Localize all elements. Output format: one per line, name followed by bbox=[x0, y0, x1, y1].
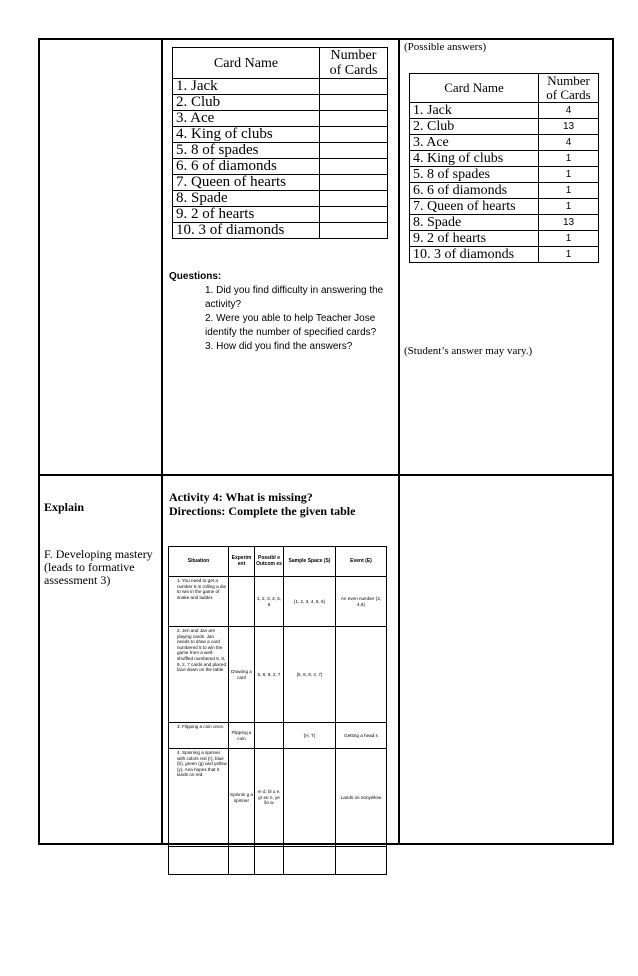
experiment-header: Experim ent bbox=[229, 547, 255, 577]
answer-number-header: Number of Cards bbox=[539, 74, 599, 103]
answer-card-row bbox=[410, 199, 599, 215]
situation-header: Situation bbox=[169, 547, 229, 577]
card-count-blank-cell bbox=[320, 127, 388, 143]
card-count-blank-cell bbox=[320, 95, 388, 111]
card-name-cell: 3. Ace bbox=[410, 135, 539, 151]
questions-title: Questions: bbox=[169, 271, 222, 282]
card-name-header: Card Name bbox=[173, 48, 320, 79]
experiment-cell: Flipping a coin bbox=[229, 723, 255, 749]
card-name-cell: 9. 2 of hearts bbox=[173, 207, 320, 223]
column-divider-left bbox=[161, 38, 163, 845]
answer-card-row bbox=[410, 151, 599, 167]
event-cell: Getting a head s bbox=[336, 723, 387, 749]
question-item: 1. Did you find difficulty in answering the activity? bbox=[205, 285, 384, 310]
activity-directions: Directions: Complete the given table bbox=[169, 504, 356, 518]
event-cell: Lands on nonyellow bbox=[336, 749, 387, 847]
card-count-cell: 1 bbox=[539, 183, 599, 199]
answer-card-row bbox=[410, 247, 599, 263]
answer-card-row bbox=[410, 215, 599, 231]
card-count-blank-cell bbox=[320, 143, 388, 159]
activity-row bbox=[169, 723, 387, 749]
outcomes-cell bbox=[255, 847, 284, 875]
outcomes-cell bbox=[255, 723, 284, 749]
answer-card-row bbox=[410, 103, 599, 119]
card-name-cell: 5. 8 of spades bbox=[173, 143, 320, 159]
situation-cell: 1. You need to get a number 6 in rolling a die to win in the game of snake and ladder. bbox=[169, 577, 229, 627]
answer-card-table bbox=[409, 73, 599, 263]
card-name-cell: 7. Queen of hearts bbox=[173, 175, 320, 191]
sample-space-cell: {1, 2, 3, 4, 5, 6} bbox=[284, 577, 336, 627]
card-name-cell: 4. King of clubs bbox=[173, 127, 320, 143]
card-name-cell: 7. Queen of hearts bbox=[410, 199, 539, 215]
activity-heading bbox=[169, 490, 355, 518]
event-header: Event (E) bbox=[336, 547, 387, 577]
blank-card-row bbox=[173, 159, 388, 175]
card-name-cell: 10. 3 of diamonds bbox=[410, 247, 539, 263]
card-name-cell: 4. King of clubs bbox=[410, 151, 539, 167]
card-count-cell: 4 bbox=[539, 103, 599, 119]
event-cell: An even number {2, 4,6} bbox=[336, 577, 387, 627]
activity-table bbox=[168, 546, 387, 875]
card-name-cell: 2. Club bbox=[173, 95, 320, 111]
card-name-cell: 8. Spade bbox=[173, 191, 320, 207]
card-count-cell: 1 bbox=[539, 231, 599, 247]
card-name-cell: 6. 6 of diamonds bbox=[173, 159, 320, 175]
card-name-cell: 3. Ace bbox=[173, 111, 320, 127]
card-name-cell: 6. 6 of diamonds bbox=[410, 183, 539, 199]
blank-card-row bbox=[173, 95, 388, 111]
answer-card-name-header: Card Name bbox=[410, 74, 539, 103]
card-count-blank-cell bbox=[320, 79, 388, 95]
sample-space-cell bbox=[284, 749, 336, 847]
card-count-blank-cell bbox=[320, 191, 388, 207]
event-cell bbox=[336, 627, 387, 723]
card-count-cell: 4 bbox=[539, 135, 599, 151]
event-cell bbox=[336, 847, 387, 875]
card-count-blank-cell bbox=[320, 175, 388, 191]
outcomes-header: Possibl e Outcom es bbox=[255, 547, 284, 577]
question-item: 2. Were you able to help Teacher Jose identify the number of specified cards? bbox=[205, 313, 377, 338]
question-item: 3. How did you find the answers? bbox=[205, 341, 353, 352]
column-divider-right bbox=[398, 38, 400, 845]
blank-card-row bbox=[173, 143, 388, 159]
blank-card-row bbox=[173, 79, 388, 95]
activity-title: Activity 4: What is missing? bbox=[169, 490, 313, 504]
blank-card-row bbox=[173, 207, 388, 223]
explain-label: Explain bbox=[44, 500, 85, 514]
card-count-cell: 13 bbox=[539, 215, 599, 231]
outcomes-cell: 5, 8, 9, 2, 7 bbox=[255, 627, 284, 723]
card-count-blank-cell bbox=[320, 111, 388, 127]
experiment-cell: Spinnin g a spinner bbox=[229, 749, 255, 847]
outcomes-cell: re d, bl u e, gr ee n, ye llo w bbox=[255, 749, 284, 847]
answer-card-row bbox=[410, 135, 599, 151]
situation-cell: 3. Flipping a coin once. bbox=[169, 723, 229, 749]
card-name-cell: 2. Club bbox=[410, 119, 539, 135]
blank-card-row bbox=[173, 223, 388, 239]
card-count-blank-cell bbox=[320, 207, 388, 223]
card-name-cell: 9. 2 of hearts bbox=[410, 231, 539, 247]
card-name-cell: 1. Jack bbox=[173, 79, 320, 95]
outcomes-cell: 1, 2, 3, 4, 5, 6 bbox=[255, 577, 284, 627]
card-count-blank-cell bbox=[320, 159, 388, 175]
experiment-cell bbox=[229, 847, 255, 875]
situation-cell: 2. Jen and Jan are playing cards. Jan needs to draw a card numbered 5 to win the game from a well-shuffled numbered 5, 8, 9, 2, 7 cards and placed face down on the table. bbox=[169, 627, 229, 723]
experiment-cell: Drawing a card bbox=[229, 627, 255, 723]
answer-card-row bbox=[410, 119, 599, 135]
answer-card-row bbox=[410, 167, 599, 183]
answer-card-row bbox=[410, 231, 599, 247]
developing-mastery-label: F. Developing mastery (leads to formative assessment 3) bbox=[44, 547, 153, 587]
possible-answers-label: (Possible answers) bbox=[404, 41, 487, 53]
sample-space-cell: {H, T} bbox=[284, 723, 336, 749]
card-count-cell: 1 bbox=[539, 247, 599, 263]
card-name-cell: 1. Jack bbox=[410, 103, 539, 119]
answer-card-row bbox=[410, 183, 599, 199]
card-count-cell: 1 bbox=[539, 199, 599, 215]
experiment-cell bbox=[229, 577, 255, 627]
sample-space-header: Sample Space (S) bbox=[284, 547, 336, 577]
card-count-cell: 1 bbox=[539, 151, 599, 167]
questions-block bbox=[169, 270, 395, 354]
card-count-cell: 13 bbox=[539, 119, 599, 135]
card-name-cell: 5. 8 of spades bbox=[410, 167, 539, 183]
situation-cell bbox=[169, 847, 229, 875]
activity-row bbox=[169, 847, 387, 875]
activity-row bbox=[169, 627, 387, 723]
blank-card-row bbox=[173, 175, 388, 191]
blank-card-row bbox=[173, 127, 388, 143]
card-name-cell: 8. Spade bbox=[410, 215, 539, 231]
number-of-cards-header: Number of Cards bbox=[320, 48, 388, 79]
blank-card-row bbox=[173, 111, 388, 127]
card-name-cell: 10. 3 of diamonds bbox=[173, 223, 320, 239]
situation-cell: 4. Spinning a spinner with colors red (r), blue (b), green (g) and yellow (y), Ana hopes that it lands on red. bbox=[169, 749, 229, 847]
card-count-cell: 1 bbox=[539, 167, 599, 183]
blank-card-table bbox=[172, 47, 388, 239]
activity-row bbox=[169, 577, 387, 627]
blank-card-row bbox=[173, 191, 388, 207]
card-count-blank-cell bbox=[320, 223, 388, 239]
students-answer-note: (Student’s answer may vary.) bbox=[404, 345, 533, 357]
sample-space-cell: {5, 8, 9, 2, 7} bbox=[284, 627, 336, 723]
sample-space-cell bbox=[284, 847, 336, 875]
activity-row bbox=[169, 749, 387, 847]
